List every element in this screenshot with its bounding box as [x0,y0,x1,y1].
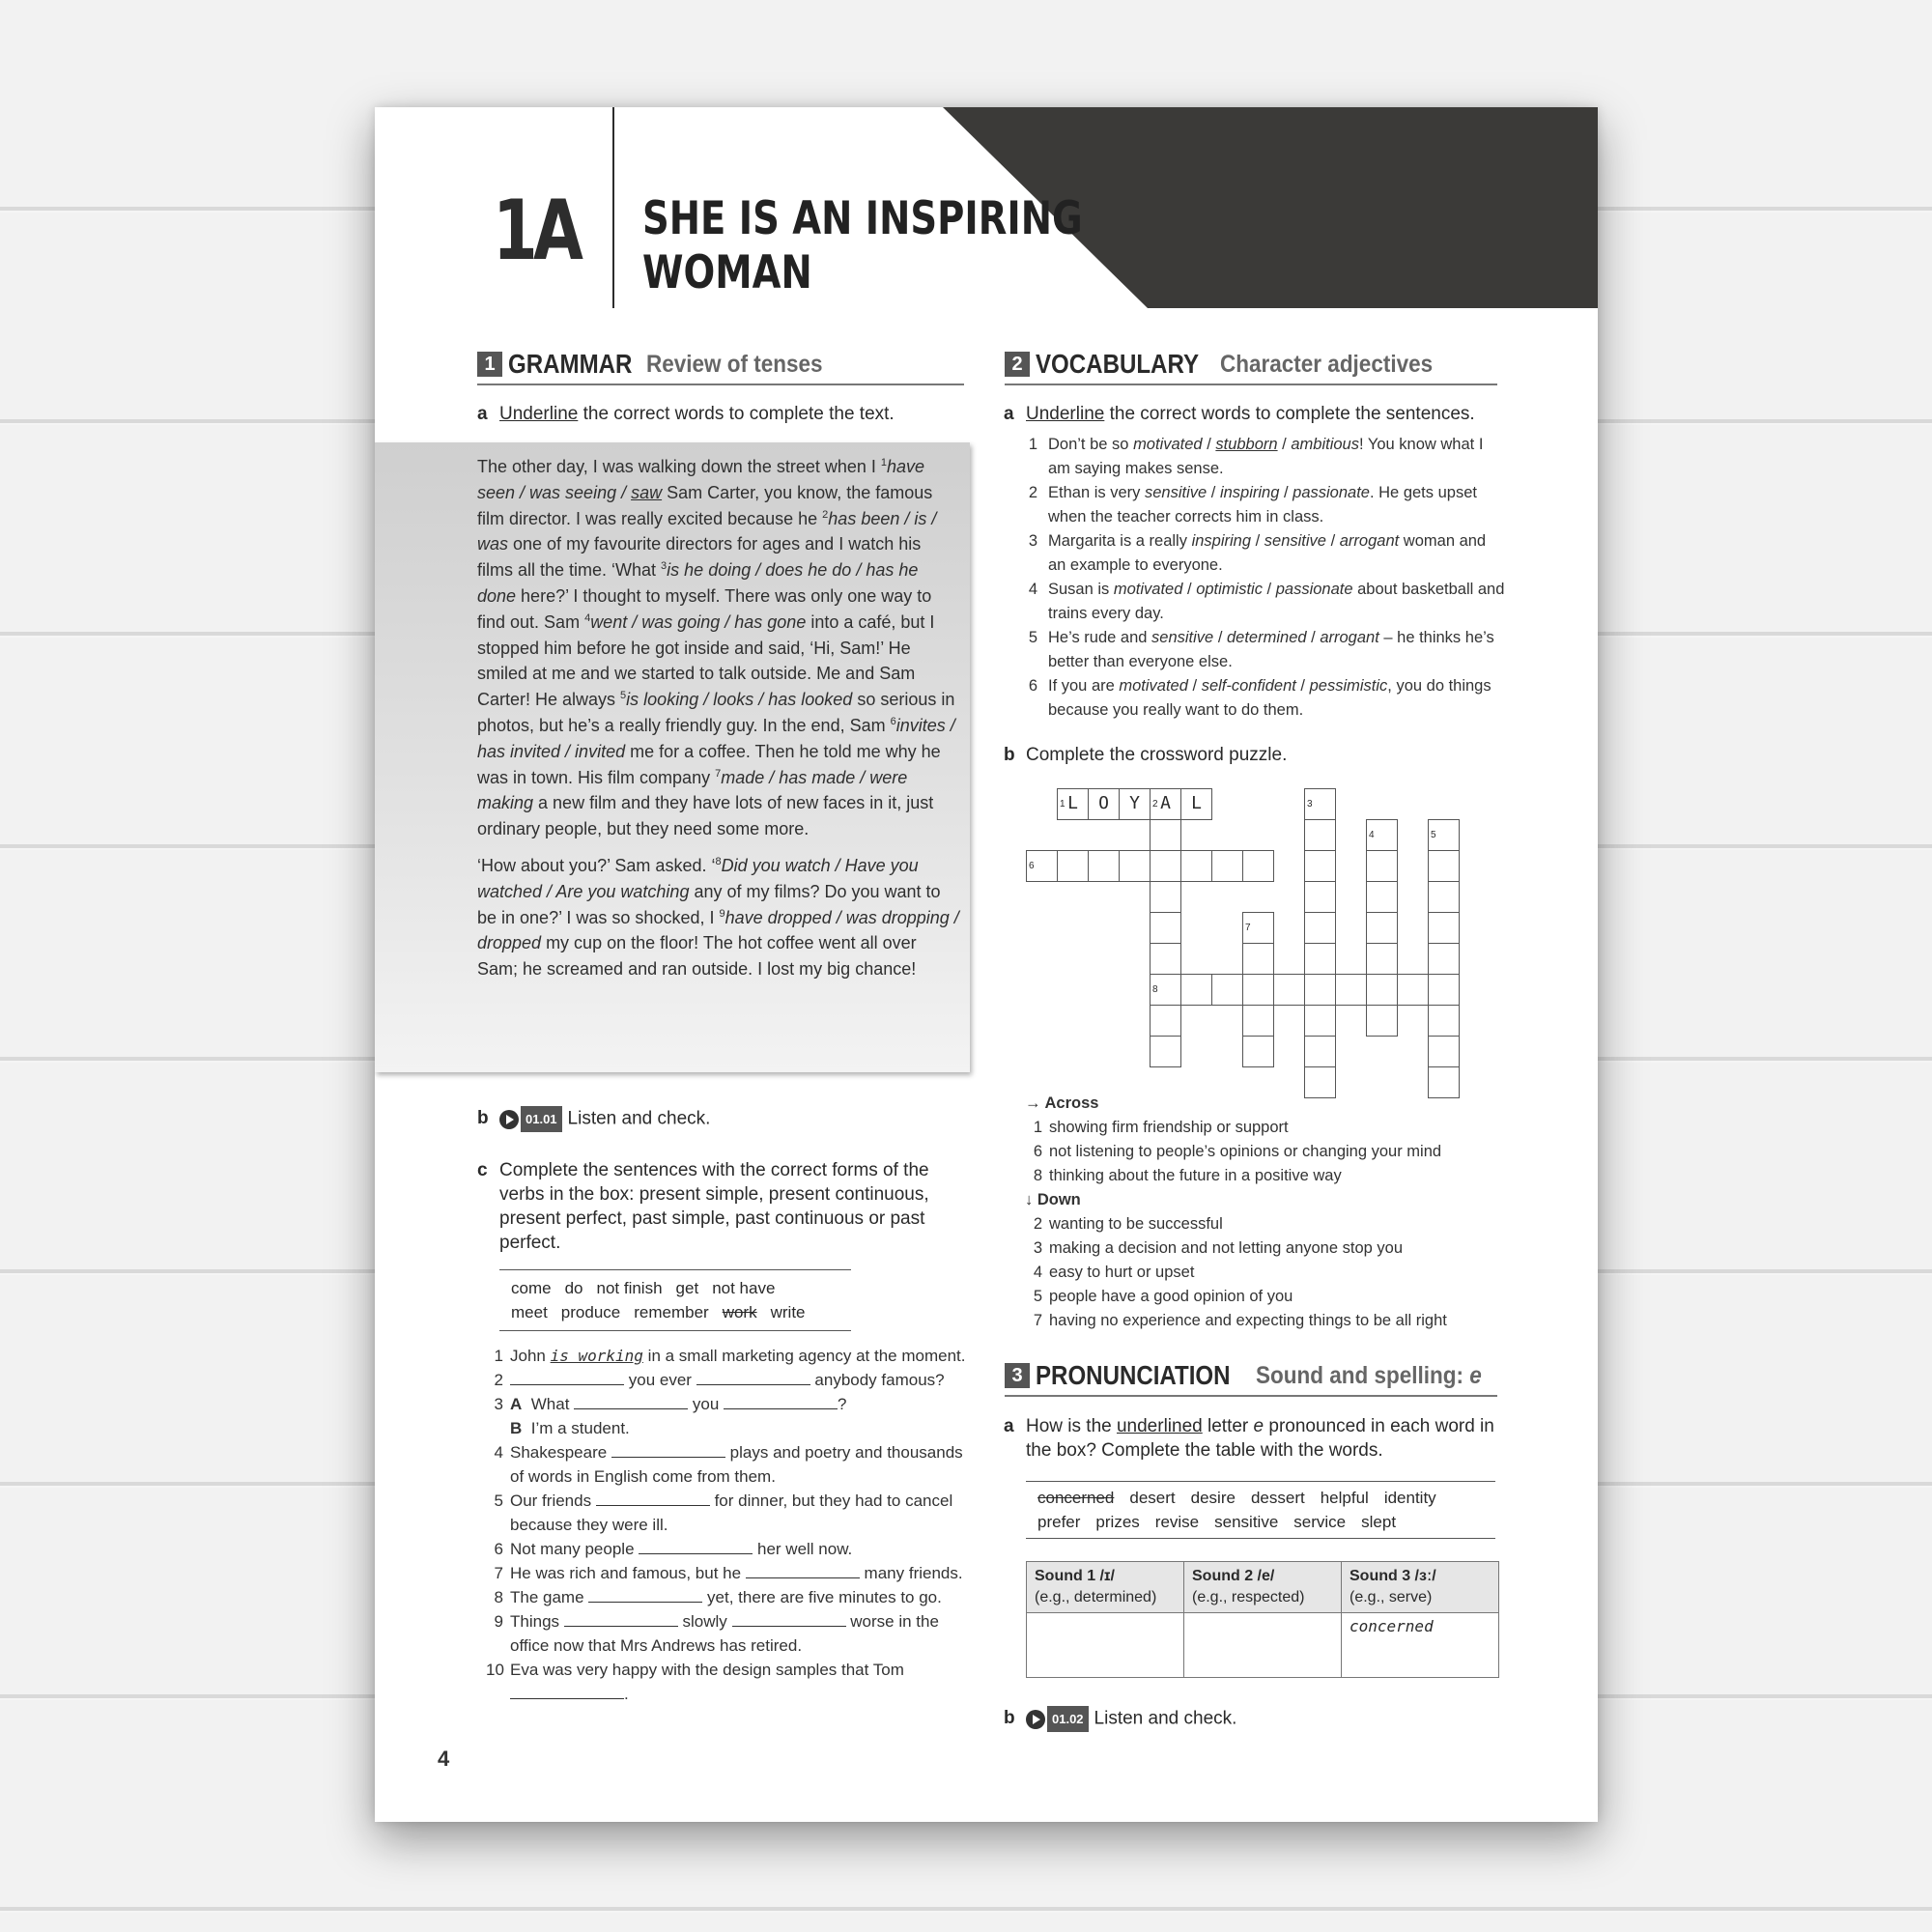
answer-blank[interactable] [596,1490,710,1506]
crossword-cell[interactable] [1150,1036,1181,1067]
clue-item: 1 showing firm friendship or support [1033,1119,1289,1136]
clue-item: 3 making a decision and not letting anyone stop you [1033,1239,1403,1257]
list-item: 3 Margarita is a really inspiring / sensitive / arrogant woman and an example to everyone. [1028,532,1487,574]
sound-3-header: Sound 3 /ɜː/ (e.g., serve) [1342,1562,1499,1613]
crossword-cell[interactable]: Y [1119,788,1151,820]
crossword-cell[interactable] [1428,974,1460,1006]
crossword-cell[interactable] [1242,974,1274,1006]
answer-blank[interactable] [732,1610,846,1627]
crossword-cell[interactable]: 8 [1150,974,1181,1006]
crossword-cell[interactable] [1304,850,1336,882]
list-item: 6 If you are motivated / self-confident / pessimistic, you do things because you really want to do them. [1028,677,1492,719]
crossword-cell[interactable] [1304,1005,1336,1037]
worksheet-page [375,107,1598,1822]
story-paragraph-2: ‘How about you?’ Sam asked. ‘$^8$Did you watch / Have you watched / Are you watching any of my films? Do you want to be in one?’ I was so shocked, I $^9$have dropped / was dropping / dropped my cup on the floor! The hot coffee went all over Sam; he screamed and ran outside. I lost my big chance! [477,855,959,980]
section-number: 3 [1005,1363,1030,1388]
audio-code: 01.02 [1047,1706,1089,1732]
crossword-cell[interactable] [1150,819,1181,851]
answer-blank[interactable] [611,1441,725,1458]
list-item: 9 Things slowly worse in the office now that Mrs Andrews has retired. [494,1612,939,1655]
answer-blank[interactable] [696,1369,810,1385]
crossword-cell[interactable] [1242,943,1274,975]
list-item: 2 Ethan is very sensitive / inspiring / passionate. He gets upset when the teacher corrects him in class. [1028,484,1477,526]
grammar-instruction-a [477,402,963,426]
crossword-cell[interactable] [1366,943,1398,975]
clue-item: 7 having no experience and expecting things to be all right [1033,1312,1447,1329]
crossword-cell[interactable]: 5 [1428,819,1460,851]
item-letter: b [1004,745,1015,765]
crossword-cell[interactable] [1242,850,1274,882]
crossword-cell[interactable] [1180,850,1212,882]
word-row: meet produce remember work write [511,1303,806,1321]
sound-2-header: Sound 2 /e/ (e.g., respected) [1184,1562,1342,1613]
list-item: 4 Shakespeare plays and poetry and thousands of words in English come from them. [494,1443,963,1486]
crossword-grid [1026,781,1470,1109]
underline-word: Underline [499,404,579,424]
crossword-cell[interactable] [1366,850,1398,882]
crossword-cell[interactable] [1428,1036,1460,1067]
crossword-cell[interactable] [1150,912,1181,944]
answer-blank[interactable] [639,1538,753,1554]
vocabulary-sentences [1024,433,1507,723]
clue-item: 2 wanting to be successful [1033,1215,1223,1233]
crossword-cell[interactable] [1304,943,1336,975]
list-item: 2 you ever anybody famous? [494,1371,945,1389]
section-subtitle: Sound and spelling: e [1256,1361,1483,1389]
crossword-cell[interactable] [1428,1005,1460,1037]
list-item: 10 Eva was very happy with the design samples that Tom . [486,1661,904,1703]
word-row: come do not finish get not have [511,1279,776,1297]
clue-item: 4 easy to hurt or upset [1033,1264,1195,1281]
answer-blank[interactable] [588,1586,702,1603]
crossword-cell[interactable] [1428,850,1460,882]
crossword-cell[interactable] [1150,850,1181,882]
answer-blank[interactable] [574,1393,688,1409]
story-paragraph-1: The other day, I was walking down the street when I $^1$have seen / was seeing / saw Sam Carter, you know, the famous film director. I was really excited because he $^2$has been / is / was one of my favourite directors for ages and I watch his films all the time. ‘What $^3$is he doing / does he do / has he done here?’ I thought to myself. There was only one way to find out. Sam $^4$went / was going / has gone into a café, but I stopped him before he got inside and said, ‘Hi, Sam!’ He smiled at me and we started to talk outside. Me and Sam Carter! He always $^5$is looking / looks / has looked so serious in photos, but he’s a really friendly guy. In the end, Sam $^6$invites / has invited / invited me for a coffee. Then he told me why he was in town. His film company $^7$made / has made / were making a new film and they have lots of new faces in it, just ordinary people, but they need some more. [477,457,955,839]
sound-2-cell[interactable] [1184,1613,1342,1678]
pronunciation-instruction-b [1004,1706,1499,1732]
page-number: 4 [438,1747,450,1771]
grammar-instruction-c [477,1158,963,1255]
play-icon[interactable] [1026,1710,1045,1729]
list-item: 1 Don’t be so motivated / stubborn / ambitious! You know what I am saying makes sense. [1028,436,1484,477]
vocabulary-instruction-b [1004,743,1509,767]
list-item: 7 He was rich and famous, but he many friends. [494,1564,963,1582]
clue-item: 6 not listening to people’s opinions or changing your mind [1033,1143,1442,1160]
answer-blank[interactable] [510,1369,624,1385]
answer-blank[interactable] [724,1393,838,1409]
item-letter: c [477,1160,488,1180]
list-item: 4 Susan is motivated / optimistic / passionate about basketball and trains every day. [1028,581,1505,622]
instruction-text: Listen and check. [1094,1708,1237,1729]
verb-word-box [499,1269,851,1331]
audio-code: 01.01 [521,1106,562,1132]
crossword-cell[interactable]: 3 [1304,788,1336,820]
crossword-cell[interactable] [1304,819,1336,851]
crossword-cell[interactable]: 6 [1026,850,1058,882]
list-item: 6 Not many people her well now. [494,1540,853,1558]
crossword-cell[interactable] [1242,1005,1274,1037]
crossword-cell[interactable] [1211,850,1243,882]
list-item: 5 He’s rude and sensitive / determined / arrogant – he thinks he’s better than everyone else. [1028,629,1494,670]
list-item: 5 Our friends for dinner, but they had to cancel because they were ill. [494,1492,953,1534]
crossword-cell[interactable] [1057,850,1089,882]
audio-track-button[interactable] [499,1106,562,1132]
clue-item: 8 thinking about the future in a positive way [1033,1167,1342,1184]
section-title: GRAMMAR [508,349,633,379]
crossword-cell[interactable] [1304,974,1336,1006]
item-letter: a [1004,1416,1014,1436]
down-heading: ↓ Down [1025,1191,1081,1208]
vocabulary-heading [1005,349,1497,385]
crossword-cell[interactable] [1366,974,1398,1006]
answer-blank[interactable] [564,1610,678,1627]
crossword-cell[interactable] [1304,1036,1336,1067]
instruction-text: the correct words to complete the sentences. [1104,404,1475,424]
crossword-cell[interactable] [1119,850,1151,882]
crossword-cell[interactable] [1397,974,1429,1006]
crossword-cell[interactable] [1273,974,1305,1006]
sound-3-cell[interactable]: concerned [1342,1613,1499,1678]
crossword-cell[interactable] [1150,881,1181,913]
crossword-cell[interactable] [1180,974,1212,1006]
grammar-sentences [486,1344,969,1706]
crossword-cell[interactable] [1366,1005,1398,1037]
crossword-cell[interactable] [1335,974,1367,1006]
crossword-clues [1025,1092,1508,1333]
section-number: 2 [1005,352,1030,377]
section-title: PRONUNCIATION [1036,1360,1231,1390]
title-line-1: SHE IS AN INSPIRING [642,192,1083,245]
crossword-cell[interactable] [1366,881,1398,913]
word-row: concerned desert desire dessert helpful identity [1037,1489,1436,1507]
crossword-cell[interactable] [1428,943,1460,975]
clue-item: 5 people have a good opinion of you [1033,1288,1293,1305]
across-heading: → Across [1025,1094,1099,1112]
unit-number: 1A [493,183,580,279]
crossword-cell[interactable] [1366,912,1398,944]
crossword-cell[interactable]: L [1180,788,1212,820]
crossword-cell[interactable] [1304,912,1336,944]
item-letter: a [1004,404,1014,424]
list-item: 8 The game yet, there are five minutes to go. [494,1588,942,1606]
item-letter: b [1004,1708,1015,1728]
word-row: prefer prizes revise sensitive service slept [1037,1513,1397,1531]
pronunciation-word-box [1026,1481,1495,1539]
sound-1-cell[interactable] [1027,1613,1184,1678]
pronunciation-instruction-a: a How is the underlined letter e pronounced in each word in the box? Complete the table with the words. [1004,1416,1494,1461]
crossword-cell[interactable]: 1 L [1057,788,1089,820]
page-title [642,192,1083,300]
instruction-text: Listen and check. [567,1108,711,1129]
underline-word: Underline [1026,404,1105,424]
instruction-text: Complete the crossword puzzle. [1026,745,1288,765]
list-item: 3 A What you ? B I’m a student. [494,1395,847,1437]
crossword-cell[interactable]: 4 [1366,819,1398,851]
crossword-cell[interactable] [1088,850,1120,882]
crossword-cell[interactable] [1428,912,1460,944]
crossword-cell[interactable]: 2 A [1150,788,1181,820]
crossword-cell[interactable] [1211,974,1243,1006]
section-title: VOCABULARY [1036,349,1200,379]
section-number: 1 [477,352,502,377]
instruction-text: the correct words to complete the text. [578,404,895,424]
title-line-2: WOMAN [642,246,812,299]
grammar-instruction-b [477,1106,963,1132]
list-item: 1 John is working in a small marketing agency at the moment. [494,1347,966,1365]
crossword-cell[interactable] [1150,1005,1181,1037]
crossword-cell[interactable]: O [1088,788,1120,820]
crossword-cell[interactable] [1304,881,1336,913]
crossword-cell[interactable] [1242,1036,1274,1067]
sound-table [1026,1561,1499,1678]
grammar-heading [477,349,964,385]
story-text [477,454,960,993]
vocabulary-instruction-a [1004,402,1509,426]
header-divider [612,107,614,308]
section-subtitle: Review of tenses [646,350,823,378]
crossword-cell[interactable] [1428,881,1460,913]
audio-track-button[interactable] [1026,1706,1089,1732]
sound-1-header: Sound 1 /ɪ/ (e.g., determined) [1027,1562,1184,1613]
instruction-text: Complete the sentences with the correct forms of the verbs in the box: present simple, present continuous, present perfect, past simple, past continuous or past perfect. [499,1160,929,1253]
item-letter: b [477,1108,489,1128]
play-icon[interactable] [499,1110,519,1129]
item-letter: a [477,404,488,424]
answer-blank[interactable] [746,1562,860,1578]
pronunciation-heading [1005,1360,1497,1397]
crossword-cell[interactable] [1150,943,1181,975]
crossword-cell[interactable]: 7 [1242,912,1274,944]
answer-blank[interactable] [510,1683,624,1699]
example-answer: is working [550,1347,643,1365]
section-subtitle: Character adjectives [1219,350,1433,378]
